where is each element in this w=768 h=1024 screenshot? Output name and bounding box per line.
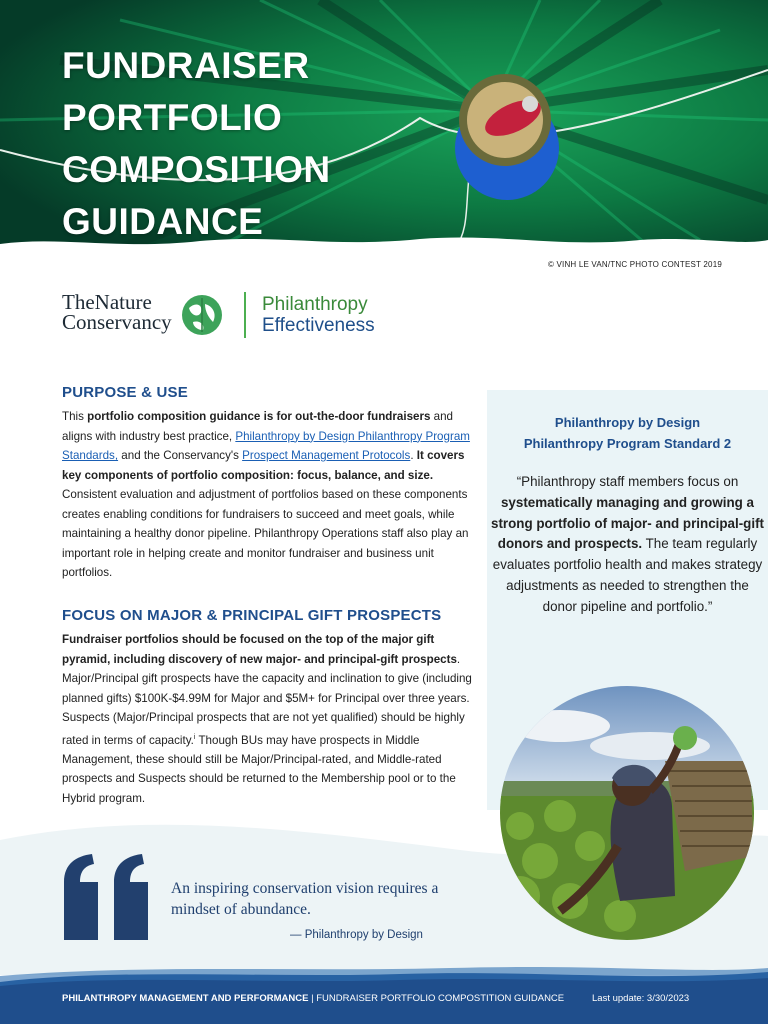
pull-quote-attribution: — Philanthropy by Design <box>290 929 423 941</box>
purpose-bold-2: It covers key components of portfolio composition: focus, balance, and size. <box>62 449 465 482</box>
footer-doc-name: FUNDRAISER PORTFOLIO COMPOSTITION GUIDANCE <box>316 993 565 1004</box>
prospect-management-link[interactable]: Prospect Management Protocols <box>242 449 411 462</box>
focus-heading: FOCUS ON MAJOR & PRINCIPAL GIFT PROSPECTS <box>62 607 442 624</box>
pull-quote: An inspiring conservation vision requires a mindset of abundance. <box>171 880 439 918</box>
tea-picker-photo <box>500 686 754 940</box>
purpose-paragraph <box>62 407 472 583</box>
logo-block <box>62 290 392 346</box>
pe-logo-line-2: Effectiveness <box>262 315 375 336</box>
focus-text-2: Though BUs may have prospects in Middle Management, these should still be Major/Principal-rated, and Middle-rated prospects and Suspects should be returned to the Membership pool or to the Hybrid program. <box>62 733 456 805</box>
pe-logo-line-1: Philanthropy <box>262 294 368 315</box>
sidebar-quote-1: “Philanthropy staff members focus on <box>516 474 739 489</box>
title-line-4: GUIDANCE <box>62 201 264 242</box>
tnc-logo-line-2: Conservancy <box>62 310 172 334</box>
document-title <box>62 40 382 248</box>
globe-leaf-icon <box>181 294 223 336</box>
hero-banner <box>0 0 768 256</box>
sidebar-quote-2: The team regularly evaluates portfolio health and makes strategy adjustments as needed to strengthen the donor pipeline and portfolio.” <box>492 536 763 614</box>
purpose-text-1: This <box>62 410 88 423</box>
sidebar-heading-line-1: Philanthropy by Design <box>554 415 701 430</box>
photo-credit: © VINH LE VAN/TNC PHOTO CONTEST 2019 <box>547 260 722 269</box>
purpose-text-5: Consistent evaluation and adjustment of portfolios based on these components creates enabling conditions for fundraisers to succeed and meet goals, while maintaining a healthy donor pipeline. Philanthropy Operations staff also play an important role in helping create and monitor fundraiser and business unit portfolios. <box>62 488 469 579</box>
footer-section: PHILANTHROPY MANAGEMENT AND PERFORMANCE <box>62 993 309 1004</box>
footnote-marker[interactable]: i <box>193 733 196 741</box>
footer-separator: | <box>308 993 317 1004</box>
purpose-heading: PURPOSE & USE <box>62 384 188 401</box>
focus-paragraph <box>62 630 472 808</box>
logo-divider <box>244 292 246 338</box>
footer-last-update: Last update: 3/30/2023 <box>592 993 690 1004</box>
footer-title <box>62 993 564 1004</box>
philanthropy-effectiveness-logo <box>262 294 375 336</box>
title-line-2: PORTFOLIO <box>62 97 283 138</box>
sidebar-heading-line-2: Philanthropy Program Standard 2 <box>523 436 732 451</box>
sidebar-heading <box>487 412 768 454</box>
program-standards-link[interactable]: Philanthropy by Design Philanthropy Program Standards, <box>62 429 470 462</box>
sidebar-quote <box>491 472 764 618</box>
tnc-logo-line-1: TheNature <box>62 290 152 314</box>
focus-text-1: . Major/Principal gift prospects have the capacity and inclination to give (including planned gifts) $100K-$4.99M for Major and $5M+ for Principal over three years. Suspects (Major/Principal prospects that are not yet qualified) should be highly rated in terms of capacity. <box>62 652 472 747</box>
focus-bold-1: Fundraiser portfolios should be focused on the top of the major gift pyramid, including discovery of new major- and principal-gift prospects <box>62 633 457 666</box>
purpose-bold-1: portfolio composition guidance is for out-the-door fundraisers <box>87 410 431 423</box>
purpose-text-4: . <box>410 449 417 462</box>
quote-mark-icon <box>62 852 157 942</box>
title-line-1: FUNDRAISER <box>62 45 310 86</box>
title-line-3: COMPOSITION <box>62 149 331 190</box>
purpose-text-3: and the Conservancy's <box>118 449 243 462</box>
tnc-logo-text <box>62 292 172 332</box>
purpose-text-2: and aligns with industry best practice, <box>62 410 454 443</box>
sidebar-quote-bold: systematically managing and growing a strong portfolio of major- and principal-gift donors and prospects. <box>491 494 764 552</box>
